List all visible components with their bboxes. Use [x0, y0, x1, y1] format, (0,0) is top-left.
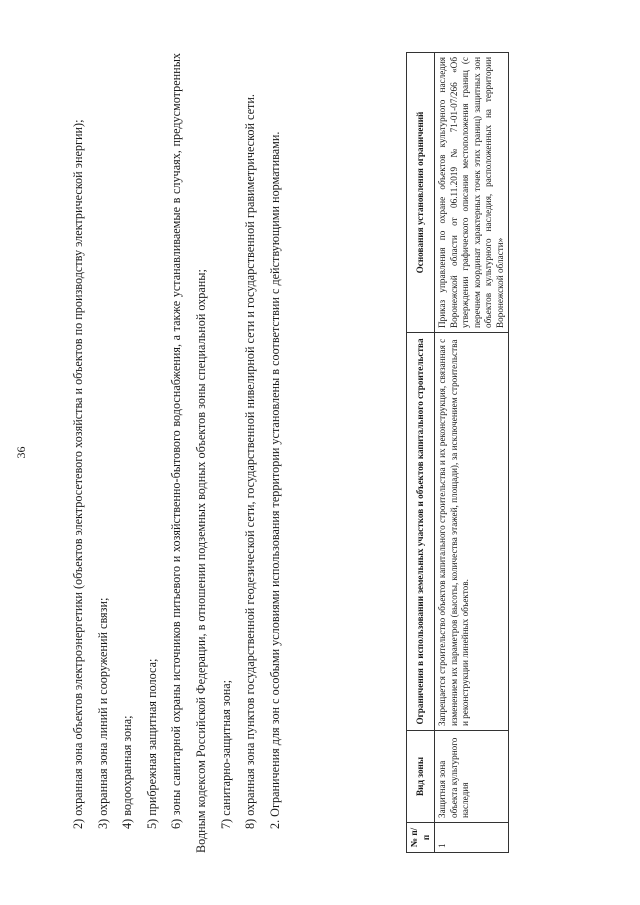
cell-restriction: Запрещается строительство объектов капитального строительства и их реконструкция, связанная с изменением их параметров (высоты, количества этажей, площади), за исключением строительства и реконструкции линейных объектов.	[435, 333, 509, 731]
cell-zone-type: Защитная зона объекта культурного наследия	[435, 731, 509, 823]
column-header-basis: Основания установления ограничений	[407, 53, 435, 333]
column-header-zone-type: Вид зоны	[407, 731, 435, 823]
column-header-restrictions: Ограничения в использовании земельных участков и объектов капитального строительства	[407, 333, 435, 731]
page-number: 36	[14, 446, 28, 459]
paragraph: 5) прибрежная защитная полоса;	[144, 658, 159, 829]
table-header-row	[407, 53, 435, 853]
paragraph: 6) зоны санитарной охраны источников питьевого и хозяйственно-бытового водоснабжения, а также устанавливаемые в случаях, предусмотренных Водным кодексом Российской Федерации, в отношении подземных водных объектов зоны специальной охраны;	[169, 53, 208, 853]
paragraph: 2. Ограничения для зон с особыми условиями использования территории установлены в соответствии с действующими нормативами.	[267, 131, 282, 829]
paragraph: 4) водоохранная зона;	[120, 715, 135, 829]
paragraph: 7) санитарно-защитная зона;	[218, 679, 233, 829]
cell-number: 1	[435, 823, 509, 853]
paragraph: 8) охранная зона пунктов государственной геодезической сети, государственной нивелирной сети и государственной гравиметрической сети.	[243, 94, 258, 829]
paragraph: 2) охранная зона объектов электроэнергетики (объектов электросетевого хозяйства и объектов по производству электрической энергии);	[71, 119, 85, 829]
column-header-number: № п/п	[407, 823, 435, 853]
cell-basis: Приказ управления по охране объектов культурного наследия Воронежской области от 06.11.2019 № 71-01-07/266 «Об утверждении графического описания местоположения границ (с перечнем координат характерных точек этих границ) защитных зон объектов культурного наследия, расположенных на территории Воронежской области»	[435, 53, 509, 333]
paragraph: 3) охранная зона линий и сооружений связи;	[95, 597, 110, 829]
table-row	[435, 53, 509, 853]
body-text	[66, 53, 287, 853]
restrictions-table	[406, 52, 509, 853]
